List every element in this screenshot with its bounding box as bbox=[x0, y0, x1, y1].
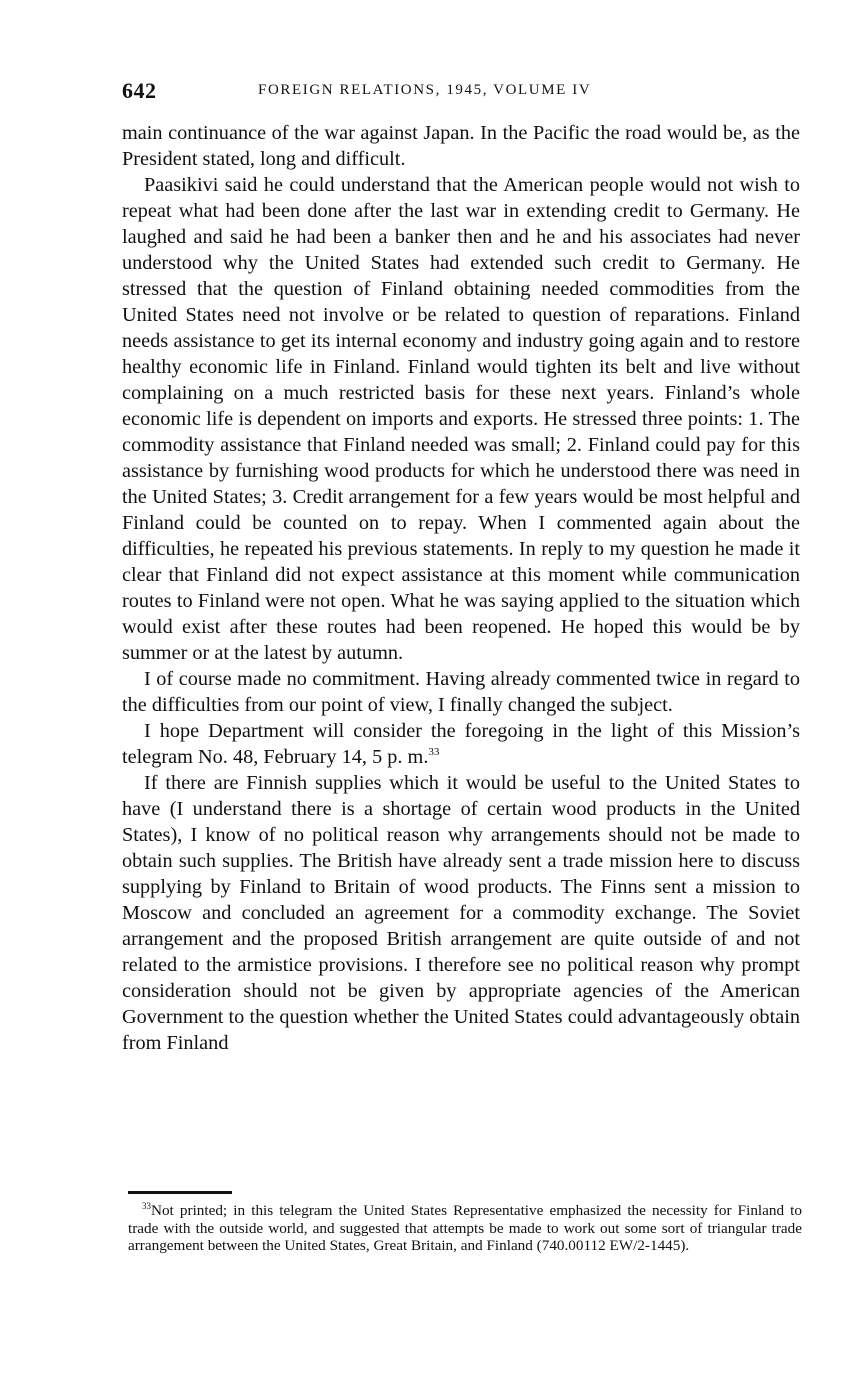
footnote-reference[interactable]: 33 bbox=[428, 746, 440, 759]
paragraph-4-text: I hope Department will consider the foregoing in the light of this Mission’s telegram No. 48, February 14, 5 p. m. bbox=[122, 720, 800, 768]
footnote-paragraph bbox=[128, 1202, 802, 1255]
footnote-divider bbox=[128, 1191, 232, 1194]
paragraph-3: I of course made no commitment. Having already commented twice in regard to the difficulties from our point of view, I finally changed the subject. bbox=[122, 668, 800, 716]
paragraph-5: If there are Finnish supplies which it would be useful to the United States to have (I understand there is a shortage of certain wood products in the United States), I know of no political reason why arrangements should not be made to obtain such supplies. The British have already sent a trade mission here to discuss supplying by Finland to Britain of wood products. The Finns sent a mission to Moscow and concluded an agreement for a commodity exchange. The Soviet arrangement and the proposed British arrangement are quite outside of and not related to the armistice provisions. I therefore see no political reason why prompt consideration should not be given by appropriate agencies of the American Government to the question whether the United States could advantageously obtain from Finland bbox=[122, 772, 800, 1054]
footnote-text: Not printed; in this telegram the United States Representative emphasized the necessity for Finland to trade with the outside world, and suggested that attempts be made to work out some sort of triangular trade arrangement between the United States, Great Britain, and Finland (740.00112 EW/2-1445). bbox=[128, 1202, 802, 1254]
paragraph-2: Paasikivi said he could understand that the American people would not wish to repeat what had been done after the last war in extending credit to Germany. He laughed and said he had been a banker then and he and his associates had never understood why the United States had extended such credit to Germany. He stressed that the question of Finland obtaining needed commodities from the United States need not involve or be related to question of reparations. Finland needs assistance to get its internal economy and industry going again and to restore healthy economic life in Finland. Finland would tighten its belt and live without complaining on a much restricted basis for these next years. Finland’s whole economic life is dependent on imports and exports. He stressed three points: 1. The commodity assistance that Finland needed was small; 2. Finland could pay for this assistance by furnishing wood products for which he understood there was need in the United States; 3. Credit arrangement for a few years would be most helpful and Finland could be counted on to repay. When I commented again about the difficulties, he repeated his previous statements. In reply to my question he made it clear that Finland did not expect assistance at this moment while communication routes to Finland were not open. What he was saying applied to the situation which would exist after these routes had been reopened. He hoped this would be by summer or at the latest by autumn. bbox=[122, 174, 800, 664]
paragraph-4 bbox=[122, 718, 800, 770]
body-text bbox=[122, 120, 800, 1056]
page-number: 642 bbox=[122, 78, 157, 103]
running-head: FOREIGN RELATIONS, 1945, VOLUME IV bbox=[258, 82, 592, 98]
footnote-marker: 33 bbox=[142, 1200, 151, 1211]
footnote bbox=[128, 1202, 802, 1255]
page-header bbox=[122, 78, 800, 104]
paragraph-1: main continuance of the war against Japan. In the Pacific the road would be, as the President stated, long and difficult. bbox=[122, 122, 800, 170]
